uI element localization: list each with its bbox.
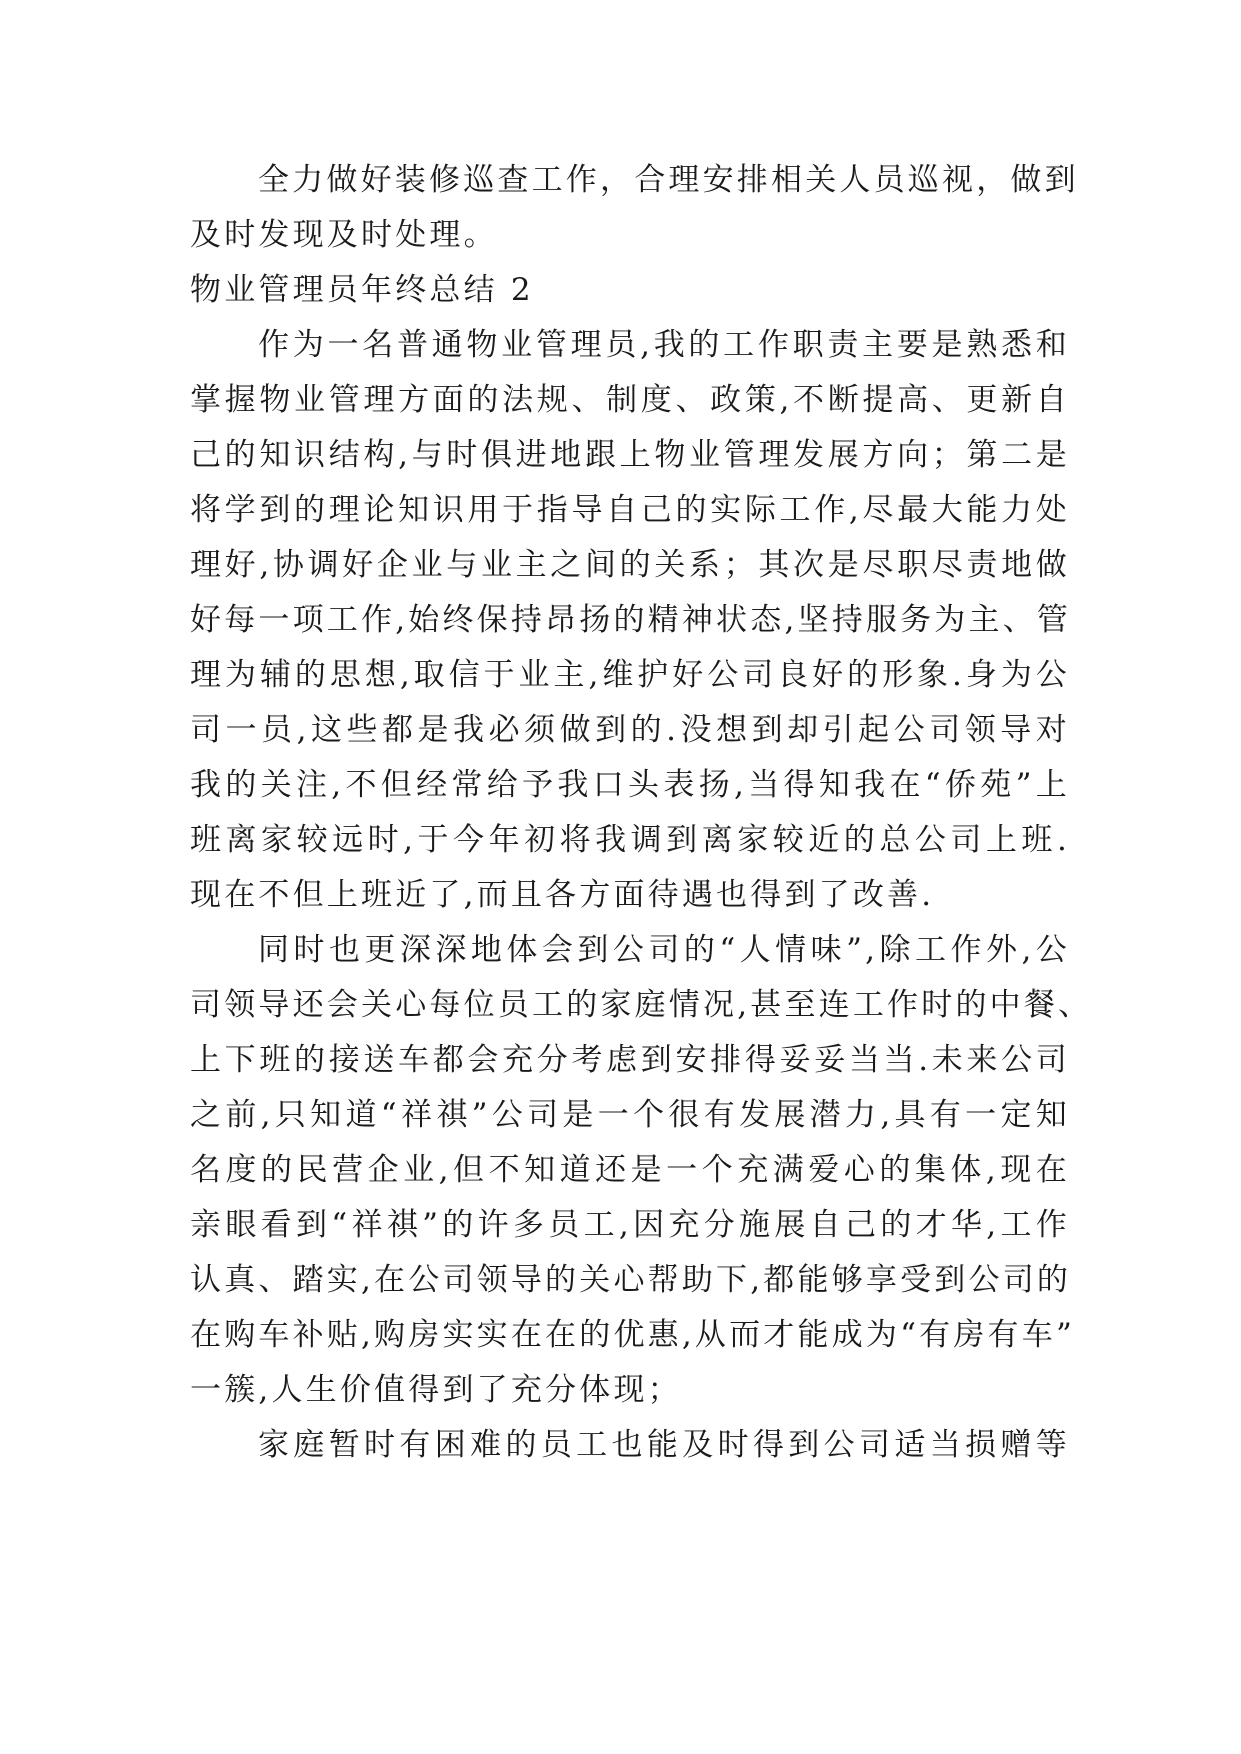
paragraph-line: 家庭暂时有困难的员工也能及时得到公司适当损赠等 bbox=[258, 1427, 1070, 1463]
paragraph-line: 上下班的接送车都会充分考虑到安排得妥妥当当.未来公司 bbox=[190, 1042, 1070, 1078]
paragraph-line: 一簇,人生价值得到了充分体现； bbox=[190, 1372, 682, 1408]
paragraph-line: 理好,协调好企业与业主之间的关系；其次是尽职尽责地做 bbox=[190, 547, 1070, 583]
paragraph-line: 现在不但上班近了,而且各方面待遇也得到了改善. bbox=[190, 877, 935, 913]
paragraph-line: 司一员,这些都是我必须做到的.没想到却引起公司领导对 bbox=[190, 712, 1070, 748]
section-heading: 物业管理员年终总结 2 bbox=[190, 272, 534, 308]
paragraph-line: 好每一项工作,始终保持昂扬的精神状态,坚持服务为主、管 bbox=[190, 602, 1072, 638]
paragraph-line: 名度的民营企业,但不知道还是一个充满爱心的集体,现在 bbox=[190, 1152, 1070, 1188]
paragraph-line: 将学到的理论知识用于指导自己的实际工作,尽最大能力处 bbox=[190, 492, 1070, 528]
paragraph-line: 之前,只知道“祥祺”公司是一个很有发展潜力,具有一定知 bbox=[190, 1097, 1070, 1133]
paragraph-line: 及时发现及时处理。 bbox=[190, 217, 498, 253]
paragraph-line: 作为一名普通物业管理员,我的工作职责主要是熟悉和 bbox=[258, 327, 1070, 363]
paragraph-line: 全力做好装修巡查工作，合理安排相关人员巡视，做到 bbox=[258, 162, 1079, 198]
paragraph-line: 理为辅的思想,取信于业主,维护好公司良好的形象.身为公 bbox=[190, 657, 1070, 693]
paragraph-line: 认真、踏实,在公司领导的关心帮助下,都能够享受到公司的 bbox=[190, 1262, 1072, 1298]
paragraph-line: 掌握物业管理方面的法规、制度、政策,不断提高、更新自 bbox=[190, 382, 1070, 418]
paragraph-line: 班离家较远时,于今年初将我调到离家较近的总公司上班. bbox=[190, 822, 1070, 858]
paragraph-line: 亲眼看到“祥祺”的许多员工,因充分施展自己的才华,工作 bbox=[190, 1207, 1070, 1243]
paragraph-line: 在购车补贴,购房实实在在的优惠,从而才能成为“有房有车” bbox=[190, 1317, 1076, 1353]
paragraph-line: 同时也更深深地体会到公司的“人情味”,除工作外,公 bbox=[258, 932, 1070, 968]
paragraph-line: 己的知识结构,与时俱进地跟上物业管理发展方向；第二是 bbox=[190, 437, 1070, 473]
paragraph-line: 我的关注,不但经常给予我口头表扬,当得知我在“侨苑”上 bbox=[190, 767, 1070, 803]
paragraph-line: 司领导还会关心每位员工的家庭情况,甚至连工作时的中餐、 bbox=[190, 987, 1093, 1023]
